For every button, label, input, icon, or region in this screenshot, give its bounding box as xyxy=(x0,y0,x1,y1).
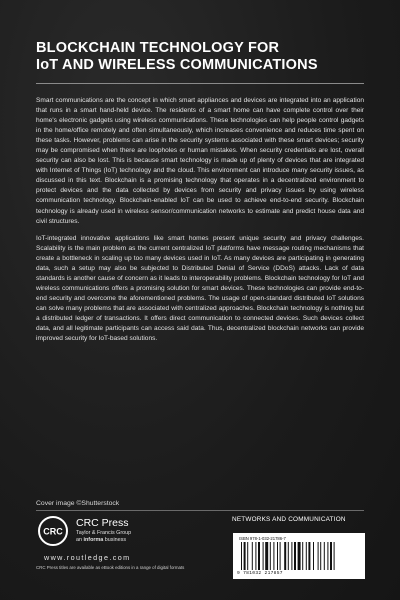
publisher-url[interactable]: www.routledge.com xyxy=(44,553,131,562)
publisher-group-name: Taylor & Francis Group xyxy=(76,530,132,536)
barcode-icon xyxy=(239,542,359,570)
book-title xyxy=(36,40,366,74)
cover-image-credit: Cover image ©Shutterstock xyxy=(36,500,120,507)
barcode-digits: 9 781032 217857 xyxy=(237,571,283,576)
isbn-text: ISBN 978-1-032-21786-7 xyxy=(239,536,286,541)
tagline-suffix: business xyxy=(103,537,127,543)
publisher-tagline xyxy=(76,537,131,544)
blurb-paragraph-1: Smart communications are the concept in which smart appliances and devices are integrated into an application that runs in a smart hand-held device. The residents of a smart home can have complete control over their home's electronic gadgets using wireless communications. These technologies can help people control gadgets in the home/office remotely and often simultaneously, which increases convenience and reduces time spent on these tasks. However, problems can arise in the security systems associated with these smart devices; security may be compromised when there are loopholes or human mistakes. When security credentials are lost, overall security can also be lost. This is because smart technology is made up of plenty of devices that are integrated with Internet of Things (IoT) technology and the cloud. This environment can introduce many security issues, as discussed in this text. Blockchain is a promising technology that operates in a decentralized environment to protect devices and the data collected by devices from security and privacy issues by using wireless communication technology. Blockchain-enabled IoT can be used to achieve end-to-end security. Blockchain technology is already used in wireless sensor/communication networks to estimate and predict house data and civil structures. xyxy=(36,97,364,225)
ebook-footnote: CRC Press titles are available as eBook editions in a range of digital formats xyxy=(36,565,185,570)
title-rule xyxy=(36,83,364,84)
tagline-bold: informa xyxy=(83,537,104,543)
barcode-panel xyxy=(233,533,365,579)
publisher-name: CRC Press xyxy=(76,517,129,529)
blurb-paragraph-2: IoT-integrated innovative applications like smart homes present unique security and privacy challenges. Scalability is the main problem as the current centralized IoT platforms have message routing mechanisms that create a bottleneck in scaling up too many devices used in IoT. As many devices are participating in generating data, such a setup may also be subjected to Distributed Denial of Service (DDoS) attacks. Lack of data standards is another cause of concern as it leads to interoperability problems. Blockchain technology for IoT and wireless communications offers a promising solution for smart devices. These technologies can provide end-to-end security and overcome the aforementioned problems. The usage of open-standard distributed IoT solutions can solve many problems that are associated with centralized approaches. Blockchain technology is nothing but a distributed ledger of transactions. It offers direct communication to connected devices. Such devices collect data, and all legitimate participants can access said data. Thus, decentralized blockchain networks can provide improved security for IoT-based solutions. xyxy=(36,234,364,343)
footer-divider xyxy=(36,510,364,511)
book-title-line2: IoT AND WIRELESS COMMUNICATIONS xyxy=(36,57,318,73)
blurb xyxy=(36,96,364,351)
crc-logo-text: CRC xyxy=(43,526,63,537)
crc-logo-icon xyxy=(38,516,68,546)
publisher-logo xyxy=(38,516,198,552)
series-label: NETWORKS AND COMMUNICATION xyxy=(232,516,346,523)
book-title-line1: BLOCKCHAIN TECHNOLOGY FOR xyxy=(36,40,280,56)
tagline-prefix: an xyxy=(76,537,84,543)
publisher-group xyxy=(76,530,131,544)
